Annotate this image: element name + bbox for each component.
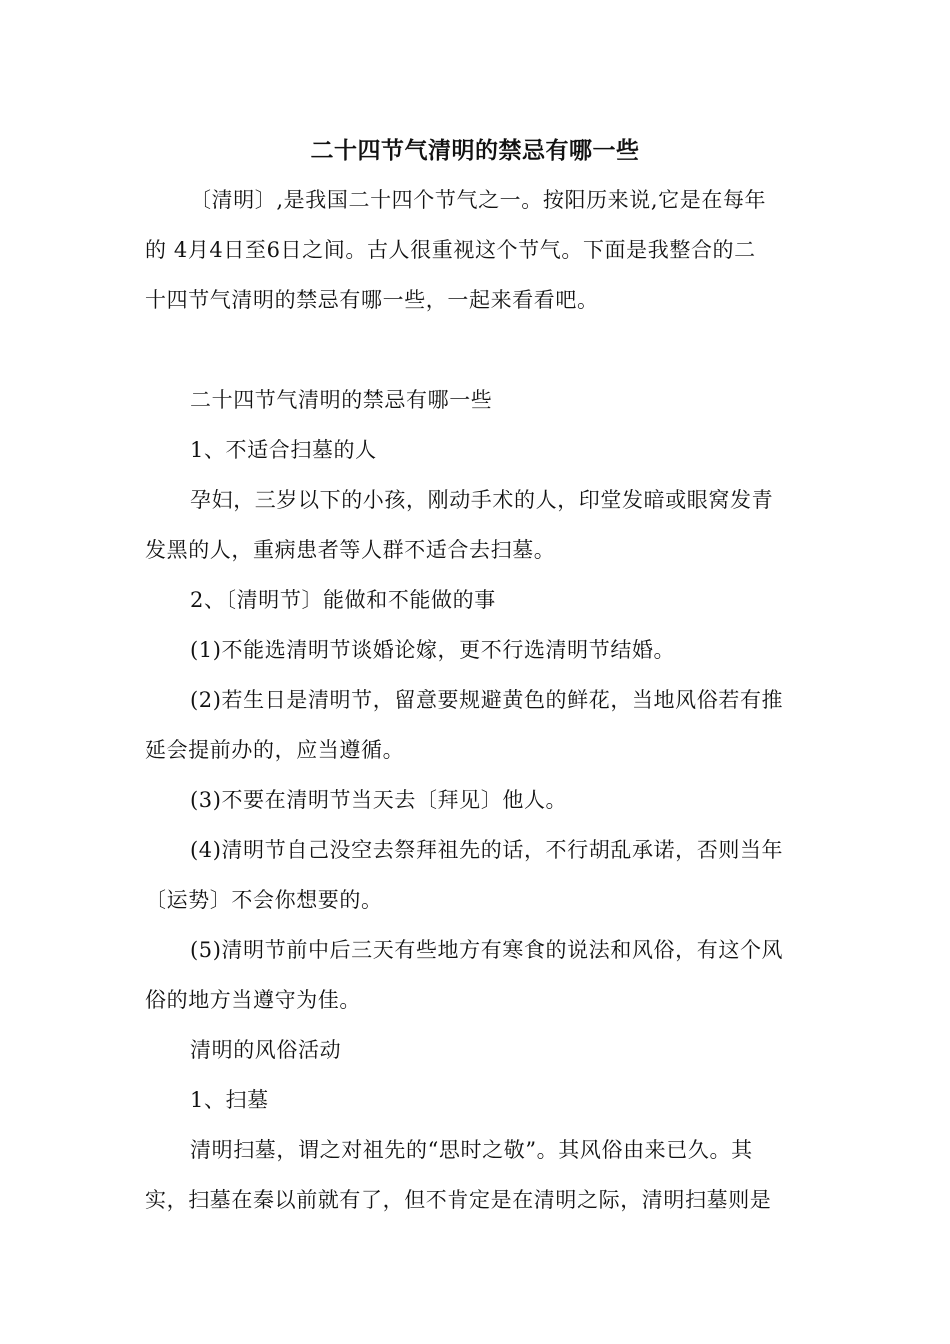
list-item-5-cont: 俗的地方当遵守为佳。 — [145, 988, 361, 1012]
list-item-4: (4)清明节自己没空去祭拜祖先的话，不行胡乱承诺，否则当年 — [190, 838, 784, 862]
intro-line-3: 十四节气清明的禁忌有哪一些，一起来看看吧。 — [145, 288, 599, 312]
paragraph-line: 清明扫墓，谓之对祖先的“思时之敬”。其风俗由来已久。其 — [190, 1138, 753, 1162]
section-heading-customs: 清明的风俗活动 — [190, 1038, 342, 1062]
item-heading-2: 2、〔清明节〕能做和不能做的事 — [190, 588, 496, 612]
paragraph-line: 实，扫墓在秦以前就有了，但不肯定是在清明之际，清明扫墓则是 — [145, 1188, 772, 1212]
list-item-2: (2)若生日是清明节，留意要规避黄色的鲜花，当地风俗若有推 — [190, 688, 784, 712]
list-item-5: (5)清明节前中后三天有些地方有寒食的说法和风俗，有这个风 — [190, 938, 784, 962]
list-item-3: (3)不要在清明节当天去〔拜见〕他人。 — [190, 788, 568, 812]
list-item-1: (1)不能选清明节谈婚论嫁，更不行选清明节结婚。 — [190, 638, 676, 662]
intro-line-1: 〔清明〕,是我国二十四个节气之一。按阳历来说,它是在每年 — [190, 188, 767, 212]
paragraph-line: 发黑的人，重病患者等人群不适合去扫墓。 — [145, 538, 556, 562]
paragraph-line: 孕妇，三岁以下的小孩，刚动手术的人，印堂发暗或眼窝发青 — [190, 488, 774, 512]
list-item-2-cont: 延会提前办的，应当遵循。 — [145, 738, 405, 762]
document-title: 二十四节气清明的禁忌有哪一些 — [310, 137, 640, 164]
item-heading-1: 1、不适合扫墓的人 — [190, 438, 377, 462]
list-item-4-cont: 〔运势〕不会你想要的。 — [145, 888, 383, 912]
section-heading-taboos: 二十四节气清明的禁忌有哪一些 — [190, 388, 493, 412]
intro-line-2: 的 4月4日至6日之间。古人很重视这个节气。下面是我整合的二 — [145, 238, 756, 262]
item-heading-sweeping: 1、扫墓 — [190, 1088, 269, 1112]
